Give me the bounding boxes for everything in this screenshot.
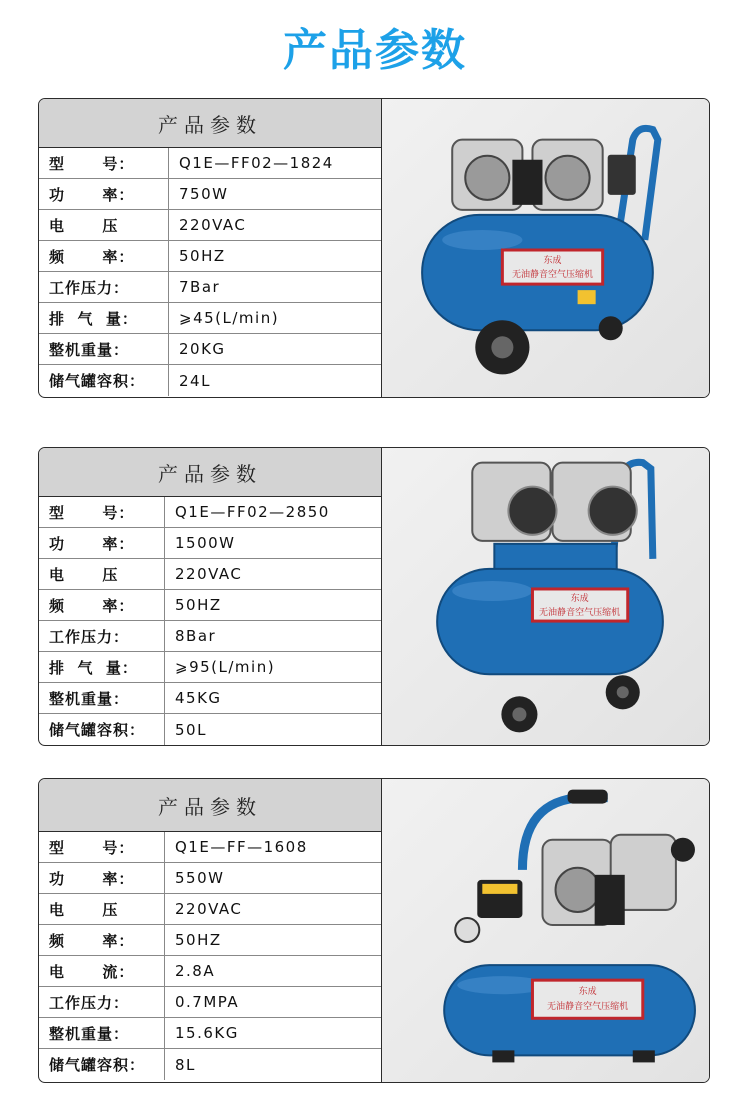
product-card-1 bbox=[38, 98, 710, 398]
page-title: 产品参数 bbox=[283, 25, 467, 76]
spec-label: 工作压力： bbox=[39, 987, 165, 1017]
spec-row bbox=[39, 714, 381, 745]
spec-row bbox=[39, 1049, 381, 1080]
spec-value: 750W bbox=[179, 185, 229, 203]
spec-row bbox=[39, 148, 381, 179]
spec-value: 0.7MPA bbox=[175, 993, 240, 1011]
spec-row bbox=[39, 832, 381, 863]
spec-label: 工作压力： bbox=[39, 621, 165, 651]
spec-label: 电 压 bbox=[39, 210, 169, 240]
spec-label: 储气罐容积： bbox=[39, 1049, 165, 1080]
spec-value: 50HZ bbox=[175, 931, 222, 949]
spec-label: 电 流： bbox=[39, 956, 165, 986]
spec-label: 功 率： bbox=[39, 179, 169, 209]
spec-row bbox=[39, 683, 381, 714]
spec-value: 8L bbox=[175, 1055, 196, 1074]
spec-label: 功 率： bbox=[39, 528, 165, 558]
spec-row bbox=[39, 925, 381, 956]
spec-value: 220VAC bbox=[179, 216, 247, 234]
spec-table-header: 产品参数 bbox=[39, 448, 381, 497]
spec-label: 工作压力： bbox=[39, 272, 169, 302]
spec-value: 2.8A bbox=[175, 962, 216, 980]
spec-value: ⩾95(L/min) bbox=[175, 658, 276, 676]
product-card-3 bbox=[38, 778, 710, 1083]
spec-table bbox=[39, 779, 382, 1082]
spec-row bbox=[39, 210, 381, 241]
spec-value: 20KG bbox=[179, 340, 226, 358]
spec-value: 15.6KG bbox=[175, 1024, 239, 1042]
spec-value: 550W bbox=[175, 869, 225, 887]
spec-label: 整机重量： bbox=[39, 1018, 165, 1048]
spec-row bbox=[39, 272, 381, 303]
spec-row bbox=[39, 894, 381, 925]
spec-value: Q1E—FF02—2850 bbox=[175, 503, 330, 521]
spec-label: 型 号： bbox=[39, 148, 169, 178]
spec-label: 储气罐容积： bbox=[39, 714, 165, 745]
tank-label: 无油静音空气压缩机 bbox=[511, 270, 594, 281]
spec-value: ⩾45(L/min) bbox=[179, 309, 280, 327]
spec-value: Q1E—FF—1608 bbox=[175, 838, 308, 856]
spec-label: 整机重量： bbox=[39, 683, 165, 713]
spec-label: 型 号： bbox=[39, 497, 165, 527]
spec-value: 220VAC bbox=[175, 900, 243, 918]
spec-label: 储气罐容积： bbox=[39, 365, 169, 396]
tank-label: 无油静音空气压缩机 bbox=[539, 608, 621, 619]
spec-row bbox=[39, 365, 381, 396]
spec-label: 功 率： bbox=[39, 863, 165, 893]
spec-row bbox=[39, 241, 381, 272]
spec-label: 频 率： bbox=[39, 925, 165, 955]
spec-row bbox=[39, 179, 381, 210]
air-compressor-image bbox=[382, 99, 709, 397]
spec-row bbox=[39, 559, 381, 590]
spec-row bbox=[39, 987, 381, 1018]
spec-label: 频 率： bbox=[39, 241, 169, 271]
product-photo bbox=[382, 779, 709, 1082]
air-compressor-image bbox=[382, 779, 709, 1082]
air-compressor-image bbox=[382, 448, 709, 745]
spec-value: 24L bbox=[179, 371, 211, 390]
spec-value: 50HZ bbox=[179, 247, 226, 265]
spec-row bbox=[39, 863, 381, 894]
product-card-2 bbox=[38, 447, 710, 746]
spec-row bbox=[39, 334, 381, 365]
spec-row bbox=[39, 1018, 381, 1049]
spec-value: Q1E—FF02—1824 bbox=[179, 154, 334, 172]
spec-table-header: 产品参数 bbox=[39, 779, 381, 832]
spec-table bbox=[39, 99, 382, 397]
spec-value: 50L bbox=[175, 720, 207, 739]
spec-label: 频 率： bbox=[39, 590, 165, 620]
spec-row bbox=[39, 652, 381, 683]
brand-label: 东成 bbox=[570, 594, 589, 605]
product-photo bbox=[382, 448, 709, 745]
spec-value: 45KG bbox=[175, 689, 222, 707]
spec-row bbox=[39, 590, 381, 621]
spec-row bbox=[39, 956, 381, 987]
tank-label: 无油静音空气压缩机 bbox=[547, 1002, 629, 1013]
spec-row bbox=[39, 303, 381, 334]
spec-label: 电 压 bbox=[39, 894, 165, 924]
spec-row bbox=[39, 497, 381, 528]
spec-row bbox=[39, 621, 381, 652]
spec-label: 电 压 bbox=[39, 559, 165, 589]
spec-label: 排 气 量： bbox=[39, 652, 165, 682]
spec-table-header: 产品参数 bbox=[39, 99, 381, 148]
spec-value: 50HZ bbox=[175, 596, 222, 614]
spec-value: 1500W bbox=[175, 534, 236, 552]
spec-value: 220VAC bbox=[175, 565, 243, 583]
spec-value: 7Bar bbox=[179, 278, 221, 296]
spec-label: 整机重量： bbox=[39, 334, 169, 364]
brand-label: 东成 bbox=[543, 256, 562, 267]
brand-label: 东成 bbox=[578, 987, 597, 998]
spec-value: 8Bar bbox=[175, 627, 217, 645]
spec-label: 排 气 量： bbox=[39, 303, 169, 333]
spec-label: 型 号： bbox=[39, 832, 165, 862]
product-photo bbox=[382, 99, 709, 397]
spec-row bbox=[39, 528, 381, 559]
spec-table bbox=[39, 448, 382, 745]
